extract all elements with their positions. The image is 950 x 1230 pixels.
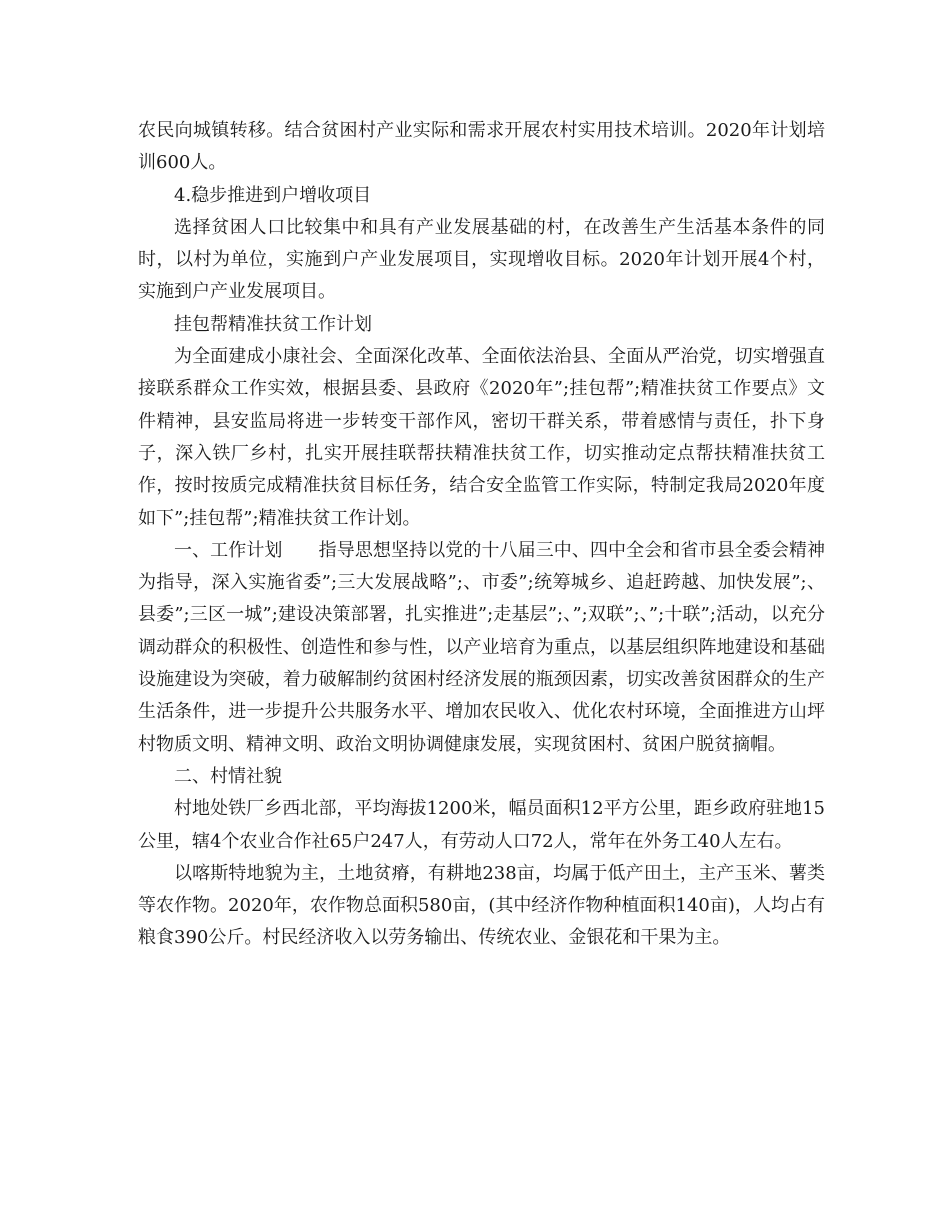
paragraph-introduction: 为全面建成小康社会、全面深化改革、全面依法治县、全面从严治党，切实增强直接联系群众工作实效，根据县委、县政府《2020年”;挂包帮”;精准扶贫工作要点》文件精神，县安监局将进一步转变干部作风，密切干群关系，带着感情与责任，扑下身子，深入铁厂乡村，扎实开展挂联帮扶精准扶贫工作，切实推动定点帮扶精准扶贫工作，按时按质完成精准扶贫目标任务，结合安全监管工作实际，特制定我局2020年度如下”;挂包帮”;精准扶贫工作计划。 <box>138 346 825 529</box>
document-title: 挂包帮精准扶贫工作计划 <box>174 313 372 335</box>
paragraph-village-economy: 以喀斯特地貌为主，土地贫瘠，有耕地238亩，均属于低产田土，主产玉米、薯类等农作物。2020年，农作物总面积580亩，(其中经济作物种植面积140亩)，人均占有粮食390公斤。村民经济收入以劳务输出、传统农业、金银花和干果为主。 <box>138 862 825 949</box>
paragraph-work-plan: 一、工作计划 指导思想坚持以党的十八届三中、四中全会和省市县全委会精神为指导，深入实施省委”;三大发展战略”;、市委”;统筹城乡、追赶跨越、加快发展”;、县委”;三区一城”;建设决策部署，扎实推进”;走基层”;、”;双联”;、”;十联”;活动，以充分调动群众的积极性、创造性和参与性，以产业培育为重点，以基层组织阵地建设和基础设施建设为突破，着力破解制约贫困村经济发展的瓶颈因素，切实改善贫困群众的生产生活条件，进一步提升公共服务水平、增加农民收入、优化农村环境，全面推进方山坪村物质文明、精神文明、政治文明协调健康发展，实现贫困村、贫困户脱贫摘帽。 <box>138 539 825 755</box>
paragraph-continuation: 农民向城镇转移。结合贫困村产业实际和需求开展农村实用技术培训。2020年计划培训600人。 <box>138 120 825 174</box>
section-heading-village: 二、村情社貌 <box>174 765 282 787</box>
paragraph-village-location: 村地处铁厂乡西北部，平均海拔1200米，幅员面积12平方公里，距乡政府驻地15公里，辖4个农业合作社65户247人，有劳动人口72人，常年在外务工40人左右。 <box>138 798 825 852</box>
paragraph-income-projects: 选择贫困人口比较集中和具有产业发展基础的村，在改善生产生活基本条件的同时，以村为单位，实施到户产业发展项目，实现增收目标。2020年计划开展4个村，实施到户产业发展项目。 <box>138 216 825 303</box>
section-heading-4: 4.稳步推进到户增收项目 <box>174 184 372 206</box>
